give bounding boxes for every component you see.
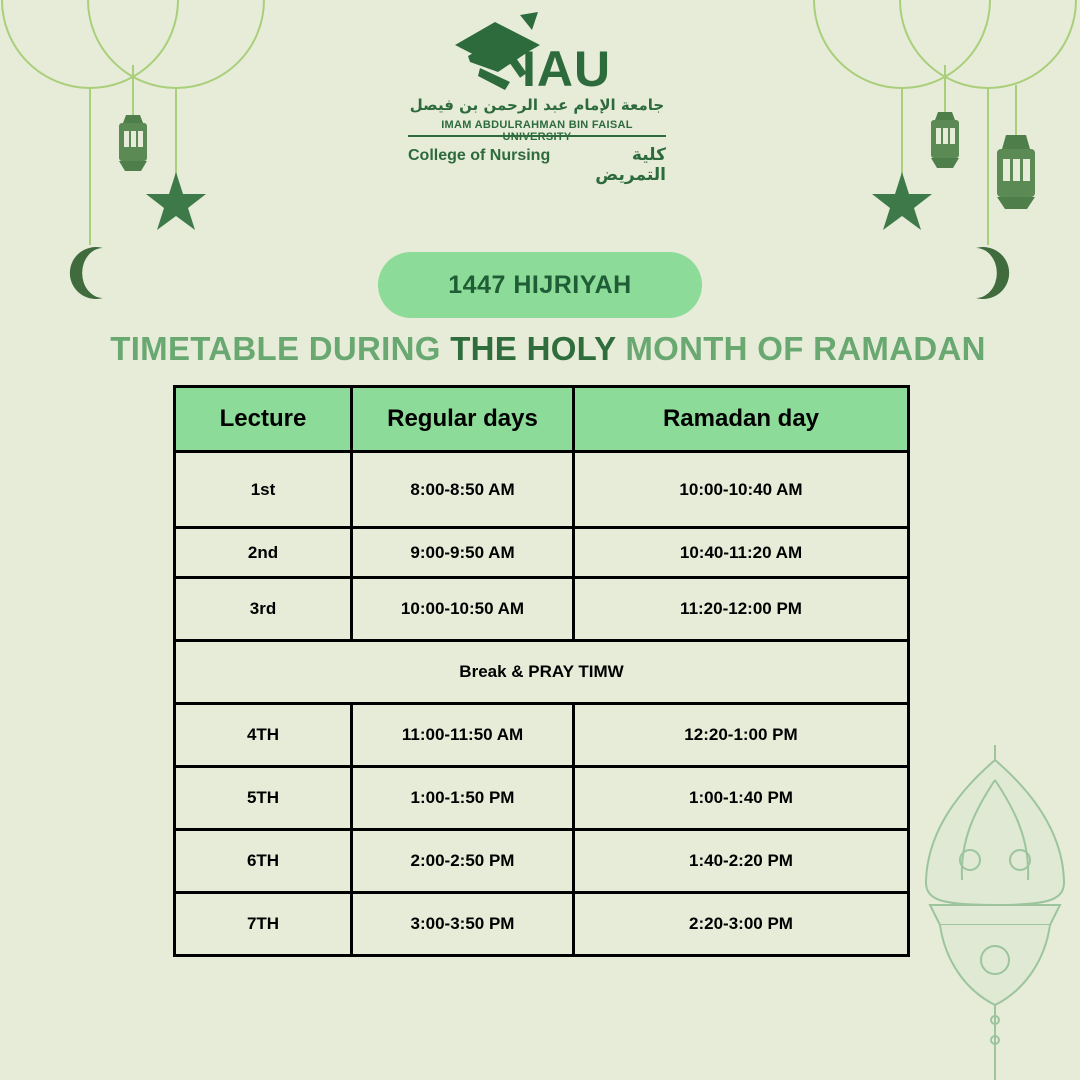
table-row bbox=[175, 893, 909, 956]
regular-time-cell: 2:00-2:50 PM bbox=[352, 830, 574, 893]
logo-divider bbox=[408, 135, 666, 137]
ramadan-time-cell: 2:20-3:00 PM bbox=[574, 893, 909, 956]
lecture-cell: 2nd bbox=[175, 528, 352, 578]
lecture-cell: 7TH bbox=[175, 893, 352, 956]
title-part: OF RAMADAN bbox=[757, 330, 986, 367]
table-row bbox=[175, 452, 909, 528]
table-row bbox=[175, 704, 909, 767]
ramadan-time-cell: 12:20-1:00 PM bbox=[574, 704, 909, 767]
regular-time-cell: 3:00-3:50 PM bbox=[352, 893, 574, 956]
ramadan-time-cell: 11:20-12:00 PM bbox=[574, 578, 909, 641]
regular-time-cell: 8:00-8:50 AM bbox=[352, 452, 574, 528]
hijri-year-badge: 1447 HIJRIYAH bbox=[378, 252, 702, 318]
timetable bbox=[173, 385, 910, 957]
college-name-english: College of Nursing bbox=[408, 147, 551, 164]
university-name-english: IMAM ABDULRAHMAN BIN FAISAL UNIVERSITY bbox=[441, 119, 633, 143]
page-title bbox=[0, 330, 1080, 368]
title-part: MONTH bbox=[625, 330, 758, 367]
ramadan-time-cell: 1:40-2:20 PM bbox=[574, 830, 909, 893]
lecture-cell: 3rd bbox=[175, 578, 352, 641]
lecture-cell: 5TH bbox=[175, 767, 352, 830]
lecture-cell: 4TH bbox=[175, 704, 352, 767]
title-part: THE HOLY bbox=[450, 330, 626, 367]
regular-time-cell: 9:00-9:50 AM bbox=[352, 528, 574, 578]
table-row bbox=[175, 578, 909, 641]
university-abbreviation: IAU bbox=[522, 41, 612, 97]
column-header-regular-days: Regular days bbox=[352, 387, 574, 452]
regular-time-cell: 10:00-10:50 AM bbox=[352, 578, 574, 641]
break-row bbox=[175, 641, 909, 704]
regular-time-cell: 1:00-1:50 PM bbox=[352, 767, 574, 830]
break-cell: Break & PRAY TIMW bbox=[175, 641, 909, 704]
table-header-row bbox=[175, 387, 909, 452]
regular-time-cell: 11:00-11:50 AM bbox=[352, 704, 574, 767]
column-header-lecture: Lecture bbox=[175, 387, 352, 452]
university-name-arabic: جامعة الإمام عبد الرحمن بن فيصل bbox=[409, 96, 665, 114]
ramadan-time-cell: 10:40-11:20 AM bbox=[574, 528, 909, 578]
column-header-ramadan-day: Ramadan day bbox=[574, 387, 909, 452]
college-name-arabic: كلية التمريض bbox=[595, 145, 666, 185]
table-row bbox=[175, 528, 909, 578]
table-row bbox=[175, 830, 909, 893]
lecture-cell: 6TH bbox=[175, 830, 352, 893]
title-part: TIMETABLE DURING bbox=[110, 330, 451, 367]
ramadan-time-cell: 1:00-1:40 PM bbox=[574, 767, 909, 830]
table-row bbox=[175, 767, 909, 830]
lecture-cell: 1st bbox=[175, 452, 352, 528]
ramadan-time-cell: 10:00-10:40 AM bbox=[574, 452, 909, 528]
